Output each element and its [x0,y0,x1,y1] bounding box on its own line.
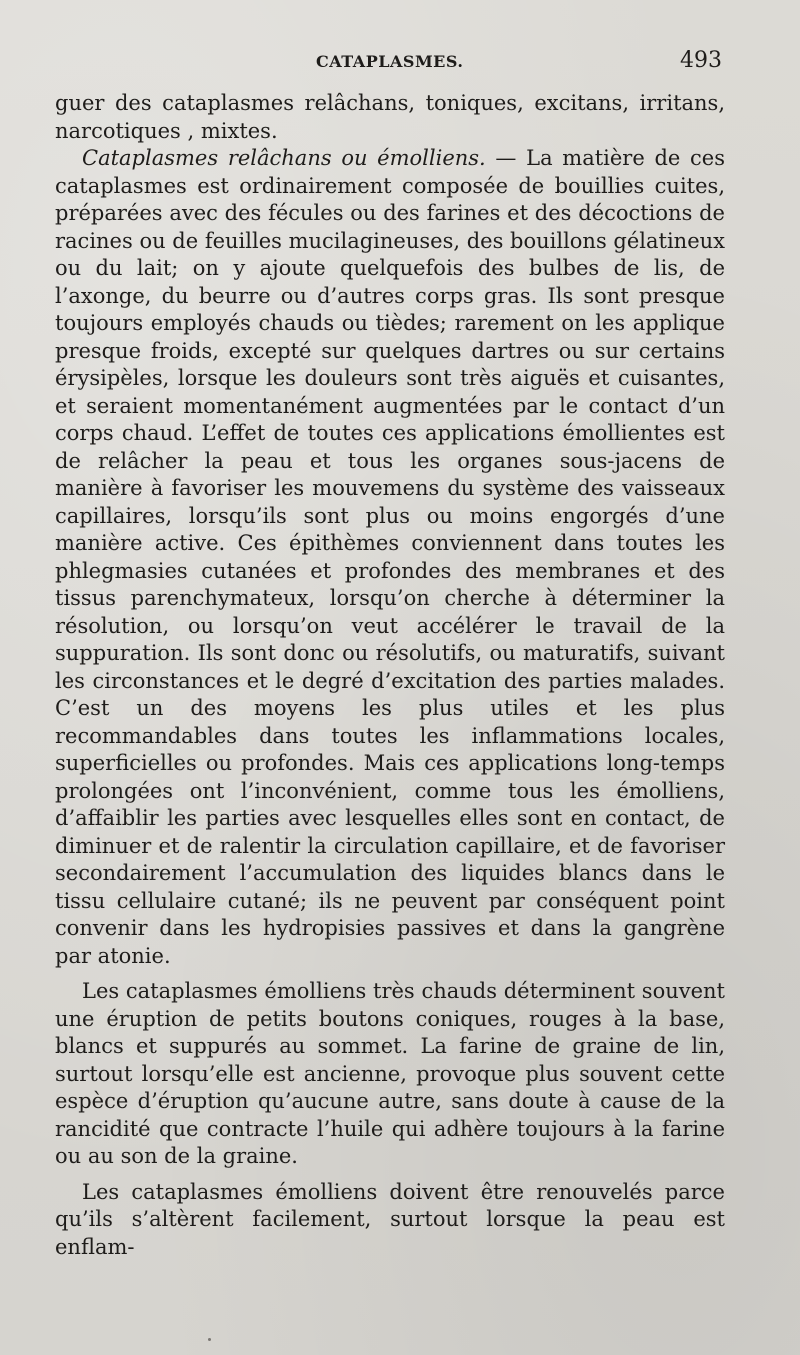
paragraph-eruption: Les cataplasmes émolliens très chauds déterminent souvent une éruption de petits boutons coniques, rouges à la base, blancs et suppurés au sommet. La farine de graine de lin, surtout lorsqu’elle est ancienne, provoque plus souvent cette espèce d’éruption qu’aucune autre, sans doute à cause de la rancidité que contracte l’huile qui adhère toujours à la farine ou au son de la graine. [55,979,725,1168]
body-text [55,90,725,1261]
page-number: 493 [680,48,722,73]
paragraph-renouveles: Les cataplasmes émolliens doivent être renouvelés parce qu’ils s’altèrent facilement, surtout lorsque la peau est enflam- [55,1179,725,1259]
speck-mark [208,1338,211,1341]
page-header [0,48,800,84]
running-title: CATAPLASMES. [316,52,464,71]
paragraph-relachans-text: — La matière de ces cataplasmes est ordinairement composée de bouillies cuites, préparées avec des fécules ou des farines et des décoctions de racines ou de feuilles mucilagineuses, des bouillons gélatineux ou du lait; on y ajoute quelquefois des bulbes de lis, de l’axonge, du beurre ou d’autres corps gras. Ils sont presque toujours employés chauds ou tièdes; rarement on les applique presque froids, excepté sur quelques dartres ou sur certains érysipèles, lorsque les douleurs sont très aiguës et cuisantes, et seraient momentanément augmentées par le contact d’un corps chaud. L’effet de toutes ces applications émollientes est de relâcher la peau et tous les organes sous-jacens de manière à favoriser les mouvemens du système des vaisseaux capillaires, lorsqu’ils sont plus ou moins engorgés d’une manière active. Ces épithèmes conviennent dans toutes les phlegmasies cutanées et profondes des membranes et des tissus parenchymateux, lorsqu’on cherche à déterminer la résolution, ou lorsqu’on veut accélérer le travail de la suppuration. Ils sont donc ou résolutifs, ou maturatifs, suivant les circonstances et le degré d’excitation des parties malades. C’est un des moyens les plus utiles et les plus recommandables dans toutes les inflammations locales, superficielles ou profondes. Mais ces applications long-temps prolongées ont l’inconvénient, comme tous les émolliens, d’affaiblir les parties avec lesquelles elles sont en contact, de diminuer et de ralentir la circulation capillaire, et de favoriser secondairement l’accumulation des liquides blancs dans le tissu cellulaire cutané; ils ne peuvent par conséquent point convenir dans les hydropisies passives et dans la gangrène par atonie. [55,146,725,968]
paragraph-continuation: guer des cataplasmes relâchans, toniques, excitans, irritans, narcotiques , mixtes. [55,91,725,143]
section-heading: Cataplasmes relâchans ou émolliens. [82,146,486,170]
paragraph-relachans [55,145,725,970]
